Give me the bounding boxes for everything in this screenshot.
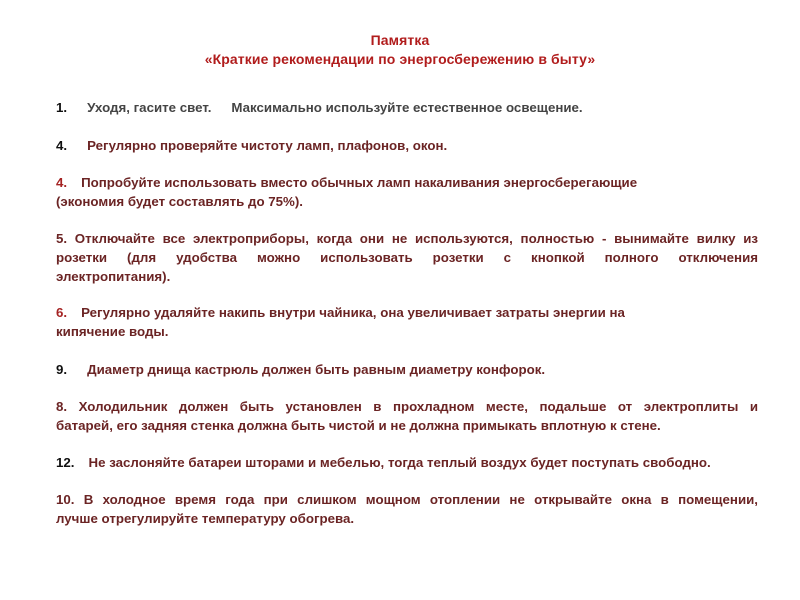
list-item-5	[56, 229, 758, 286]
item-text: Регулярно проверяйте чистоту ламп, плафонов, окон.	[87, 138, 448, 153]
item-line	[56, 173, 758, 192]
item-line: 10. В холодное время года при слишком мощном отоплении не открывайте окна в помещении,	[56, 492, 758, 507]
item-line: лучше отрегулируйте температуру обогрева.	[56, 511, 355, 526]
item-number: 4.	[56, 175, 68, 190]
page-subtitle: «Краткие рекомендации по энергосбережению в быту»	[204, 51, 596, 67]
item-text: Регулярно удаляйте накипь внутри чайника, она увеличивает затраты энергии на	[81, 305, 625, 320]
list-item-8	[56, 397, 758, 435]
item-text: Диаметр днища кастрюль должен быть равным диаметру конфорок.	[87, 362, 546, 377]
item-line: батарей, его задняя стенка должна быть чистой и не должна примыкать вплотную к стене.	[56, 418, 661, 433]
item-line: (экономия будет составлять до 75%).	[56, 194, 304, 209]
page-title: Памятка	[370, 32, 430, 48]
item-line	[56, 303, 758, 322]
item-number: 1.	[56, 100, 68, 115]
item-text: Попробуйте использовать вместо обычных ламп накаливания энергосберегающие	[81, 175, 638, 190]
list-item-10	[56, 490, 758, 528]
item-line: электропитания).	[56, 269, 171, 284]
item-line: 8. Холодильник должен быть установлен в прохладном месте, подальше от электроплиты и	[56, 399, 758, 414]
item-text: Не заслоняйте батареи шторами и мебелью, тогда теплый воздух будет поступать свободно.	[88, 455, 711, 470]
item-line: 5. Отключайте все электроприборы, когда они не используются, полностью - вынимайте вилку из	[56, 231, 758, 246]
item-number: 4.	[56, 138, 68, 153]
list-item-4	[56, 136, 758, 155]
item-line: розетки (для удобства можно использовать розетки с кнопкой полного отключения	[56, 250, 758, 265]
list-item-4b	[56, 173, 758, 211]
item-number: 9.	[56, 362, 68, 377]
item-text: Максимально используйте естественное освещение.	[231, 100, 583, 115]
item-number: 12.	[56, 455, 75, 470]
item-text: Уходя, гасите свет.	[87, 100, 212, 115]
list-item-12	[56, 453, 758, 472]
list-item-1	[56, 98, 758, 117]
list-item-9	[56, 360, 758, 379]
list-item-6	[56, 303, 758, 341]
item-line: кипячение воды.	[56, 324, 169, 339]
item-number: 6.	[56, 305, 68, 320]
